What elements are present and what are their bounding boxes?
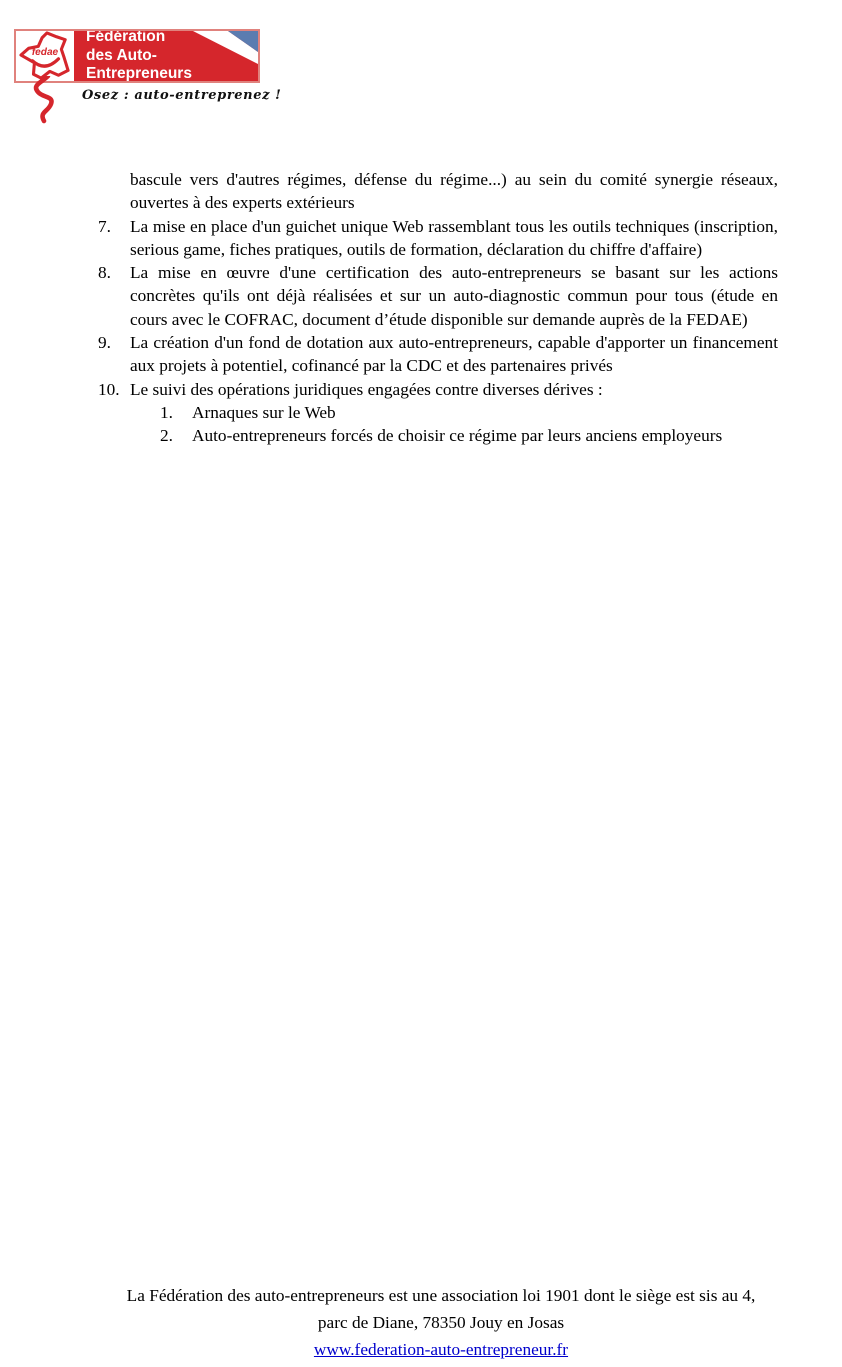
list-item-8 xyxy=(98,261,778,331)
logo-banner xyxy=(74,31,258,81)
fedae-logo xyxy=(14,29,260,83)
logo-tail-icon xyxy=(28,76,72,126)
footer-address-line1: La Fédération des auto-entrepreneurs est une association loi 1901 dont le siège est sis au 4, xyxy=(126,1286,756,1305)
numbered-list xyxy=(98,215,778,448)
page-footer xyxy=(40,1282,842,1363)
list-item-number: 7. xyxy=(98,216,111,236)
list-item-text: La mise en place d'un guichet unique Web rassemblant tous les outils techniques (inscription, serious game, fiches pratiques, outils de formation, déclaration du chiffre d'affaire) xyxy=(130,216,778,259)
list-item-number: 10. xyxy=(98,379,120,399)
website-link[interactable]: www.federation-auto-entrepreneur.fr xyxy=(313,1340,569,1359)
sub-list-item-number: 2. xyxy=(160,426,173,446)
list-item-number: 9. xyxy=(98,333,111,353)
sub-list-item-number: 1. xyxy=(160,402,173,422)
list-item-10 xyxy=(98,378,778,448)
list-item-7 xyxy=(98,215,778,262)
org-name-line2: des Auto-Entrepreneurs xyxy=(86,46,192,81)
logo-map-label: fedae xyxy=(31,47,59,59)
france-map-icon xyxy=(16,31,74,81)
list-item-text: Le suivi des opérations juridiques engagées contre diverses dérives : xyxy=(130,379,603,399)
logo-tagline: Osez : auto-entreprenez ! xyxy=(82,88,282,103)
sub-numbered-list xyxy=(160,401,778,448)
sub-list-item-text: Auto-entrepreneurs forcés de choisir ce régime par leurs anciens employeurs xyxy=(192,426,723,446)
org-name-line1: Fédération xyxy=(86,31,166,46)
list-item-text: La mise en œuvre d'une certification des auto-entrepreneurs se basant sur les actions concrètes qu'ils ont déjà réalisées et sur un auto-diagnostic commun pour tous (étude en cours avec le COFRAC, document d’étude disponible sur demande auprès de la FEDAE) xyxy=(130,263,778,329)
list-item-9 xyxy=(98,331,778,378)
list-item-number: 8. xyxy=(98,263,111,283)
corner-ribbon-icon xyxy=(183,31,258,67)
sub-list-item-2 xyxy=(160,424,778,447)
continuation-paragraph: bascule vers d'autres régimes, défense du régime...) au sein du comité synergie réseaux, ouvertes à des experts extérieurs xyxy=(130,170,778,213)
list-item-text: La création d'un fond de dotation aux auto-entrepreneurs, capable d'apporter un financement aux projets à potentiel, cofinancé par la CDC et des partenaires privés xyxy=(130,333,778,376)
sub-list-item-1 xyxy=(160,401,778,424)
sub-list-item-text: Arnaques sur le Web xyxy=(192,402,336,422)
footer-address-line2: parc de Diane, 78350 Jouy en Josas xyxy=(317,1313,565,1332)
document-body xyxy=(0,168,842,448)
